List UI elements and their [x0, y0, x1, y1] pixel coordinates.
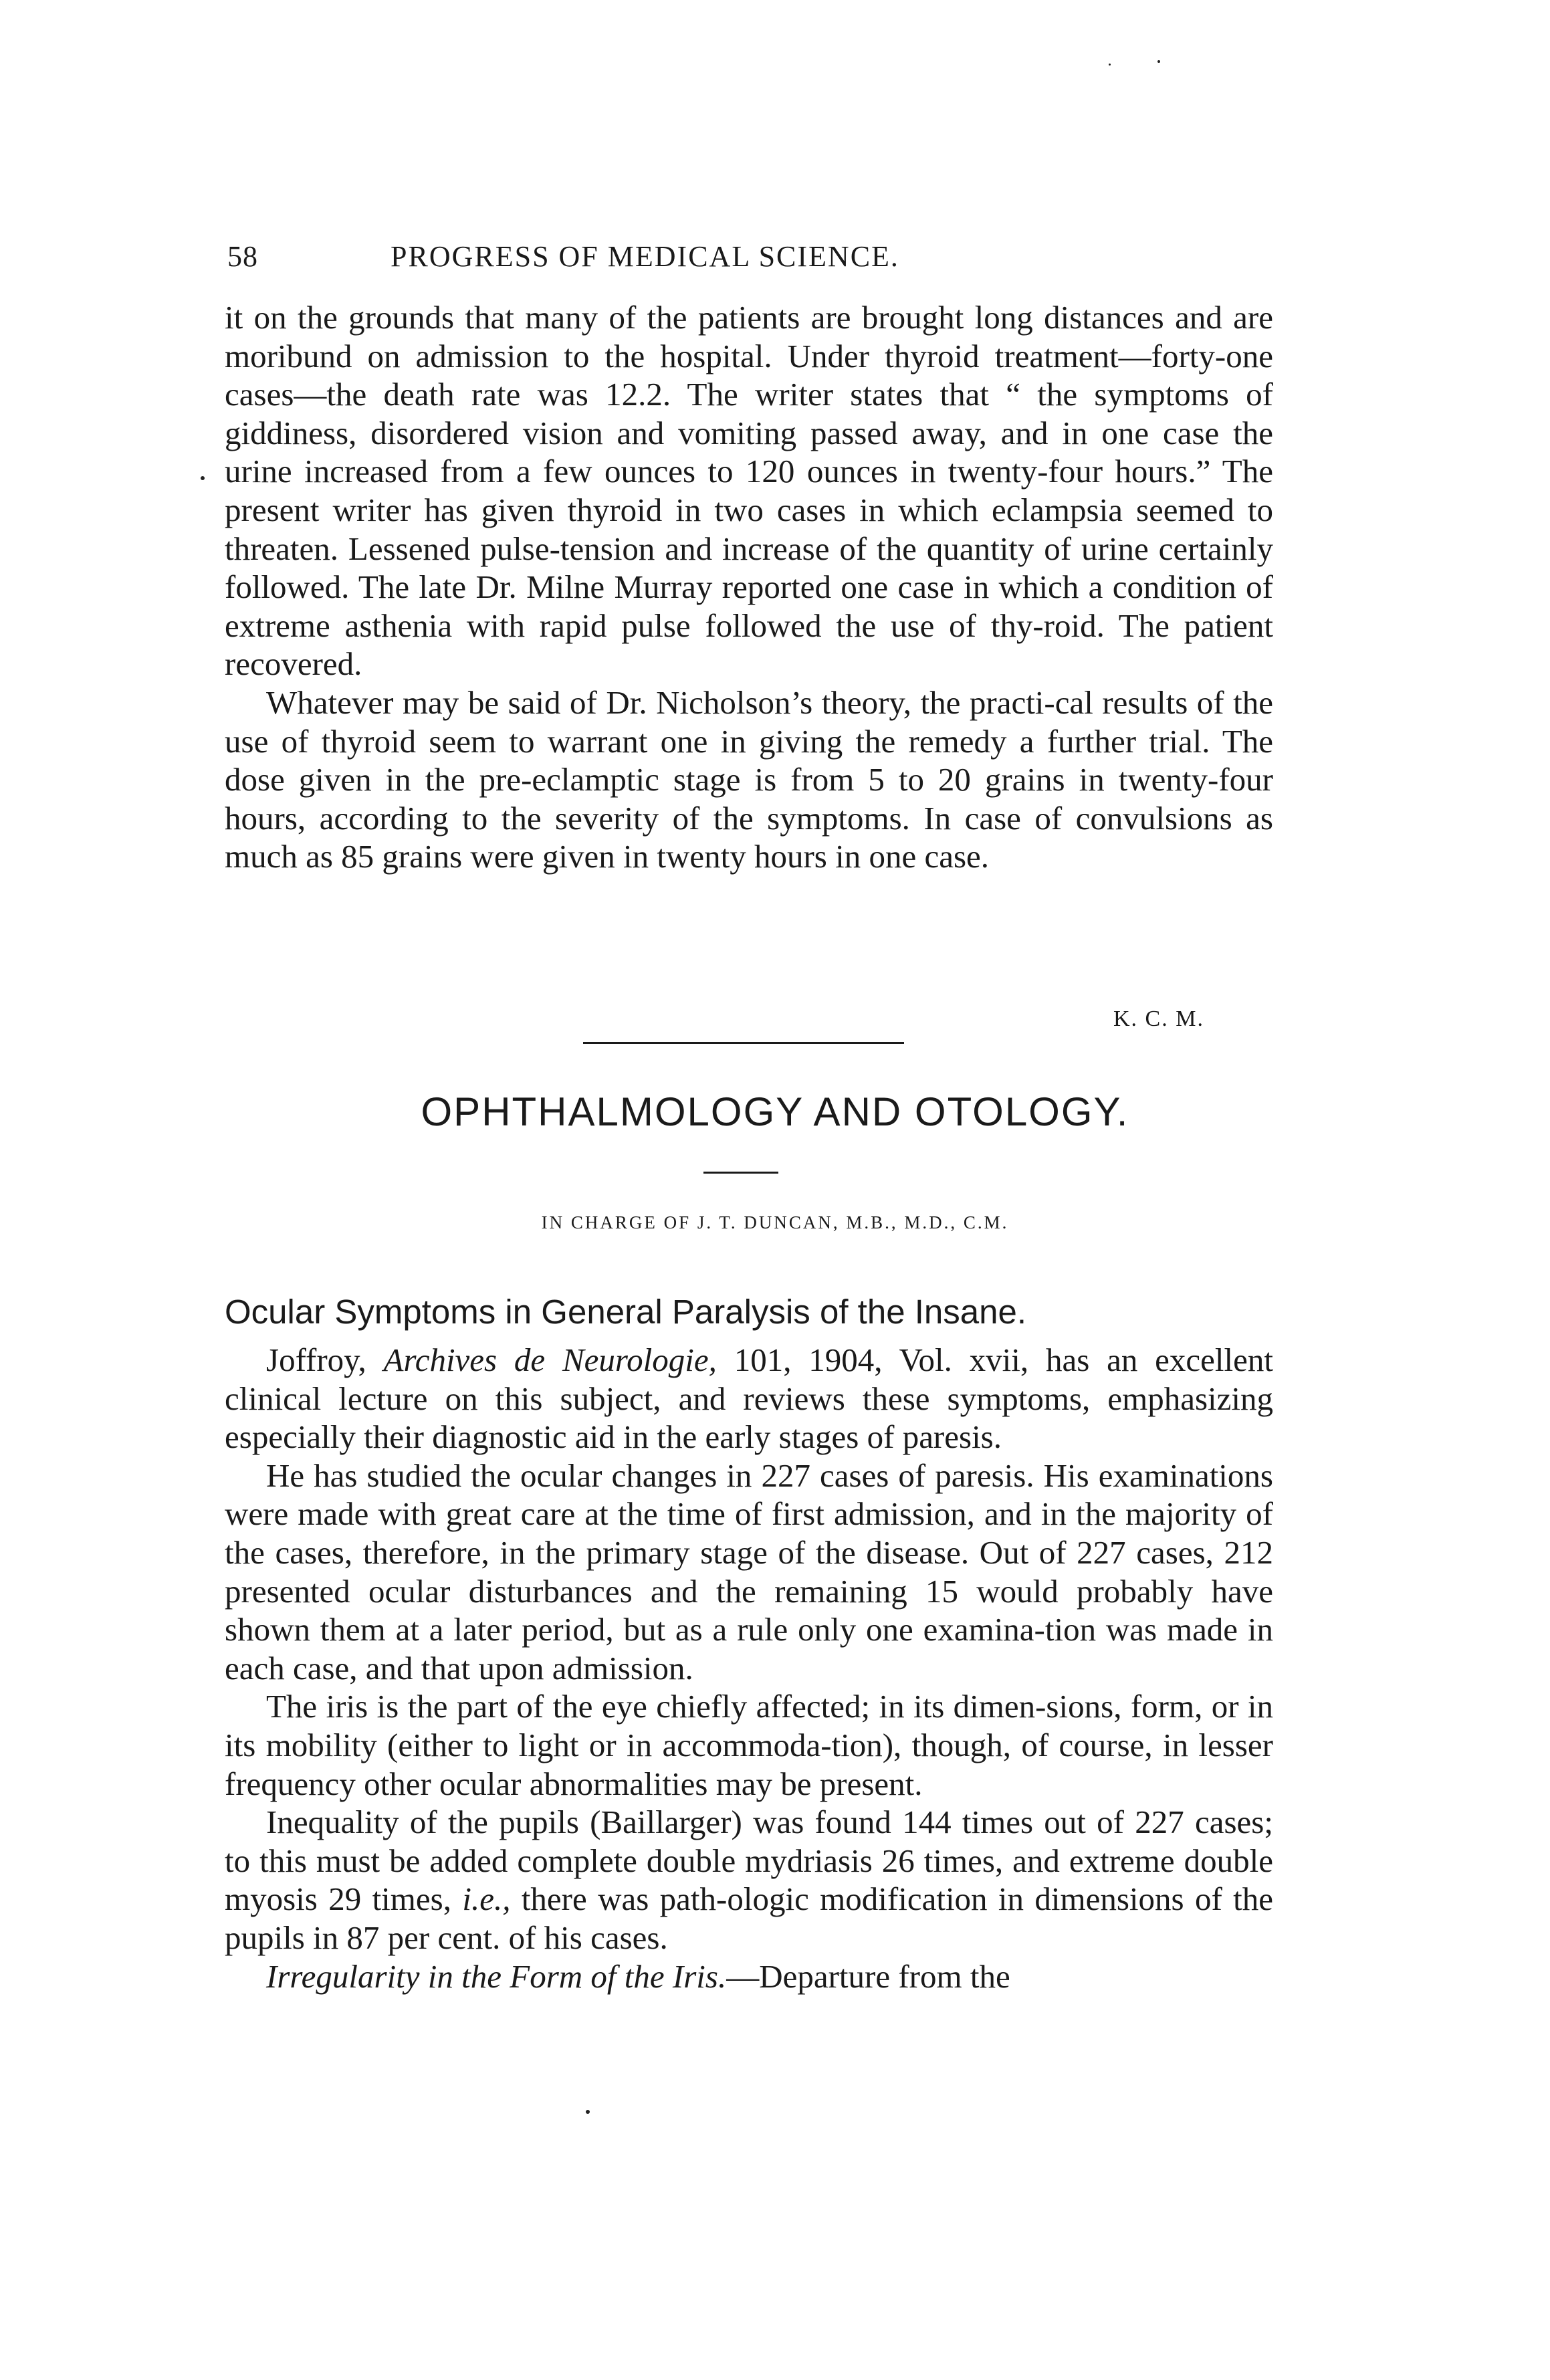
print-speck	[1109, 64, 1111, 66]
author-initials: K. C. M.	[1113, 1006, 1204, 1031]
journal-title: PROGRESS OF MEDICAL SCIENCE.	[391, 240, 899, 273]
section-divider	[583, 1042, 904, 1044]
article-paragraph-4	[225, 1803, 1273, 1957]
section-editor-line: IN CHARGE OF J. T. DUNCAN, M.B., M.D., C.M.	[541, 1212, 1009, 1232]
continued-paragraph-1: it on the grounds that many of the patients are brought long distances and are moribund on admission to the hospital. Under thyroid treatment—forty-one cases—the death rate was 12.2. The writer states that “ the symptoms of giddiness, disordered vision and vomiting passed away, and in one case the urine increased from a few ounces to 120 ounces in twenty-four hours.” The present writer has given thyroid in two cases in which eclampsia seemed to threaten. Lessened pulse-tension and increase of the quantity of urine certainly followed. The late Dr. Milne Murray reported one case in which a condition of extreme asthenia with rapid pulse followed the use of thy-roid. The patient recovered.	[225, 299, 1273, 683]
ie-abbreviation: i.e.,	[462, 1880, 511, 1918]
continued-article	[225, 298, 1273, 876]
author-name: Joffroy,	[266, 1341, 384, 1378]
running-head	[227, 239, 1270, 286]
section-heading: OPHTHALMOLOGY AND OTOLOGY.	[421, 1089, 1129, 1134]
journal-name: Archives de Neurologie,	[383, 1341, 717, 1378]
article-body	[225, 1341, 1273, 1995]
short-rule	[703, 1172, 778, 1174]
article-paragraph-2: He has studied the ocular changes in 227 cases of paresis. His examinations were made with great care at the time of first admission, and in the majority of the cases, therefore, in the primary stage of the disease. Out of 227 cases, 212 presented ocular disturbances and the remaining 15 would probably have shown them at a later period, but as a rule only one examina-tion was made in each case, and that upon admission.	[225, 1456, 1273, 1687]
paragraph-1-text: 101, 1904, Vol. xvii, has an excellent clinical lecture on this subject, and reviews these symptoms, emphasizing especially their diagnostic aid in the early stages of paresis.	[225, 1341, 1273, 1456]
article-paragraph-3: The iris is the part of the eye chiefly affected; in its dimen-sions, form, or in its mobility (either to light or in accommoda-tion), though, of course, in lesser frequency other ocular abnormalities may be present.	[225, 1688, 1273, 1802]
article-paragraph-1	[225, 1341, 1273, 1456]
print-speck	[1157, 60, 1160, 63]
article-paragraph-5	[225, 1957, 1273, 1996]
print-speck	[586, 2110, 590, 2114]
continued-paragraph-2: Whatever may be said of Dr. Nicholson’s theory, the practi-cal results of the use of thyroid seem to warrant one in giving the remedy a further trial. The dose given in the pre-eclamptic stage is from 5 to 20 grains in twenty-four hours, according to the severity of the symptoms. In case of convulsions as much as 85 grains were given in twenty hours in one case.	[225, 683, 1273, 875]
article-title: Ocular Symptoms in General Paralysis of the Insane.	[225, 1293, 1027, 1331]
paragraph-4-text-b: there was path-ologic modification in dimensions of the pupils in 87 per cent. of his cases.	[225, 1880, 1273, 1956]
print-speck	[201, 476, 205, 480]
subheading-irregularity: Irregularity in the Form of the Iris.	[266, 1957, 727, 1995]
page-number: 58	[227, 240, 258, 273]
paragraph-4-text-a: Inequality of the pupils (Baillarger) was found 144 times out of 227 cases; to this must be added complete double mydriasis 26 times, and extreme double myosis 29 times,	[225, 1804, 1273, 1918]
paragraph-5-text: —Departure from the	[726, 1957, 1010, 1995]
